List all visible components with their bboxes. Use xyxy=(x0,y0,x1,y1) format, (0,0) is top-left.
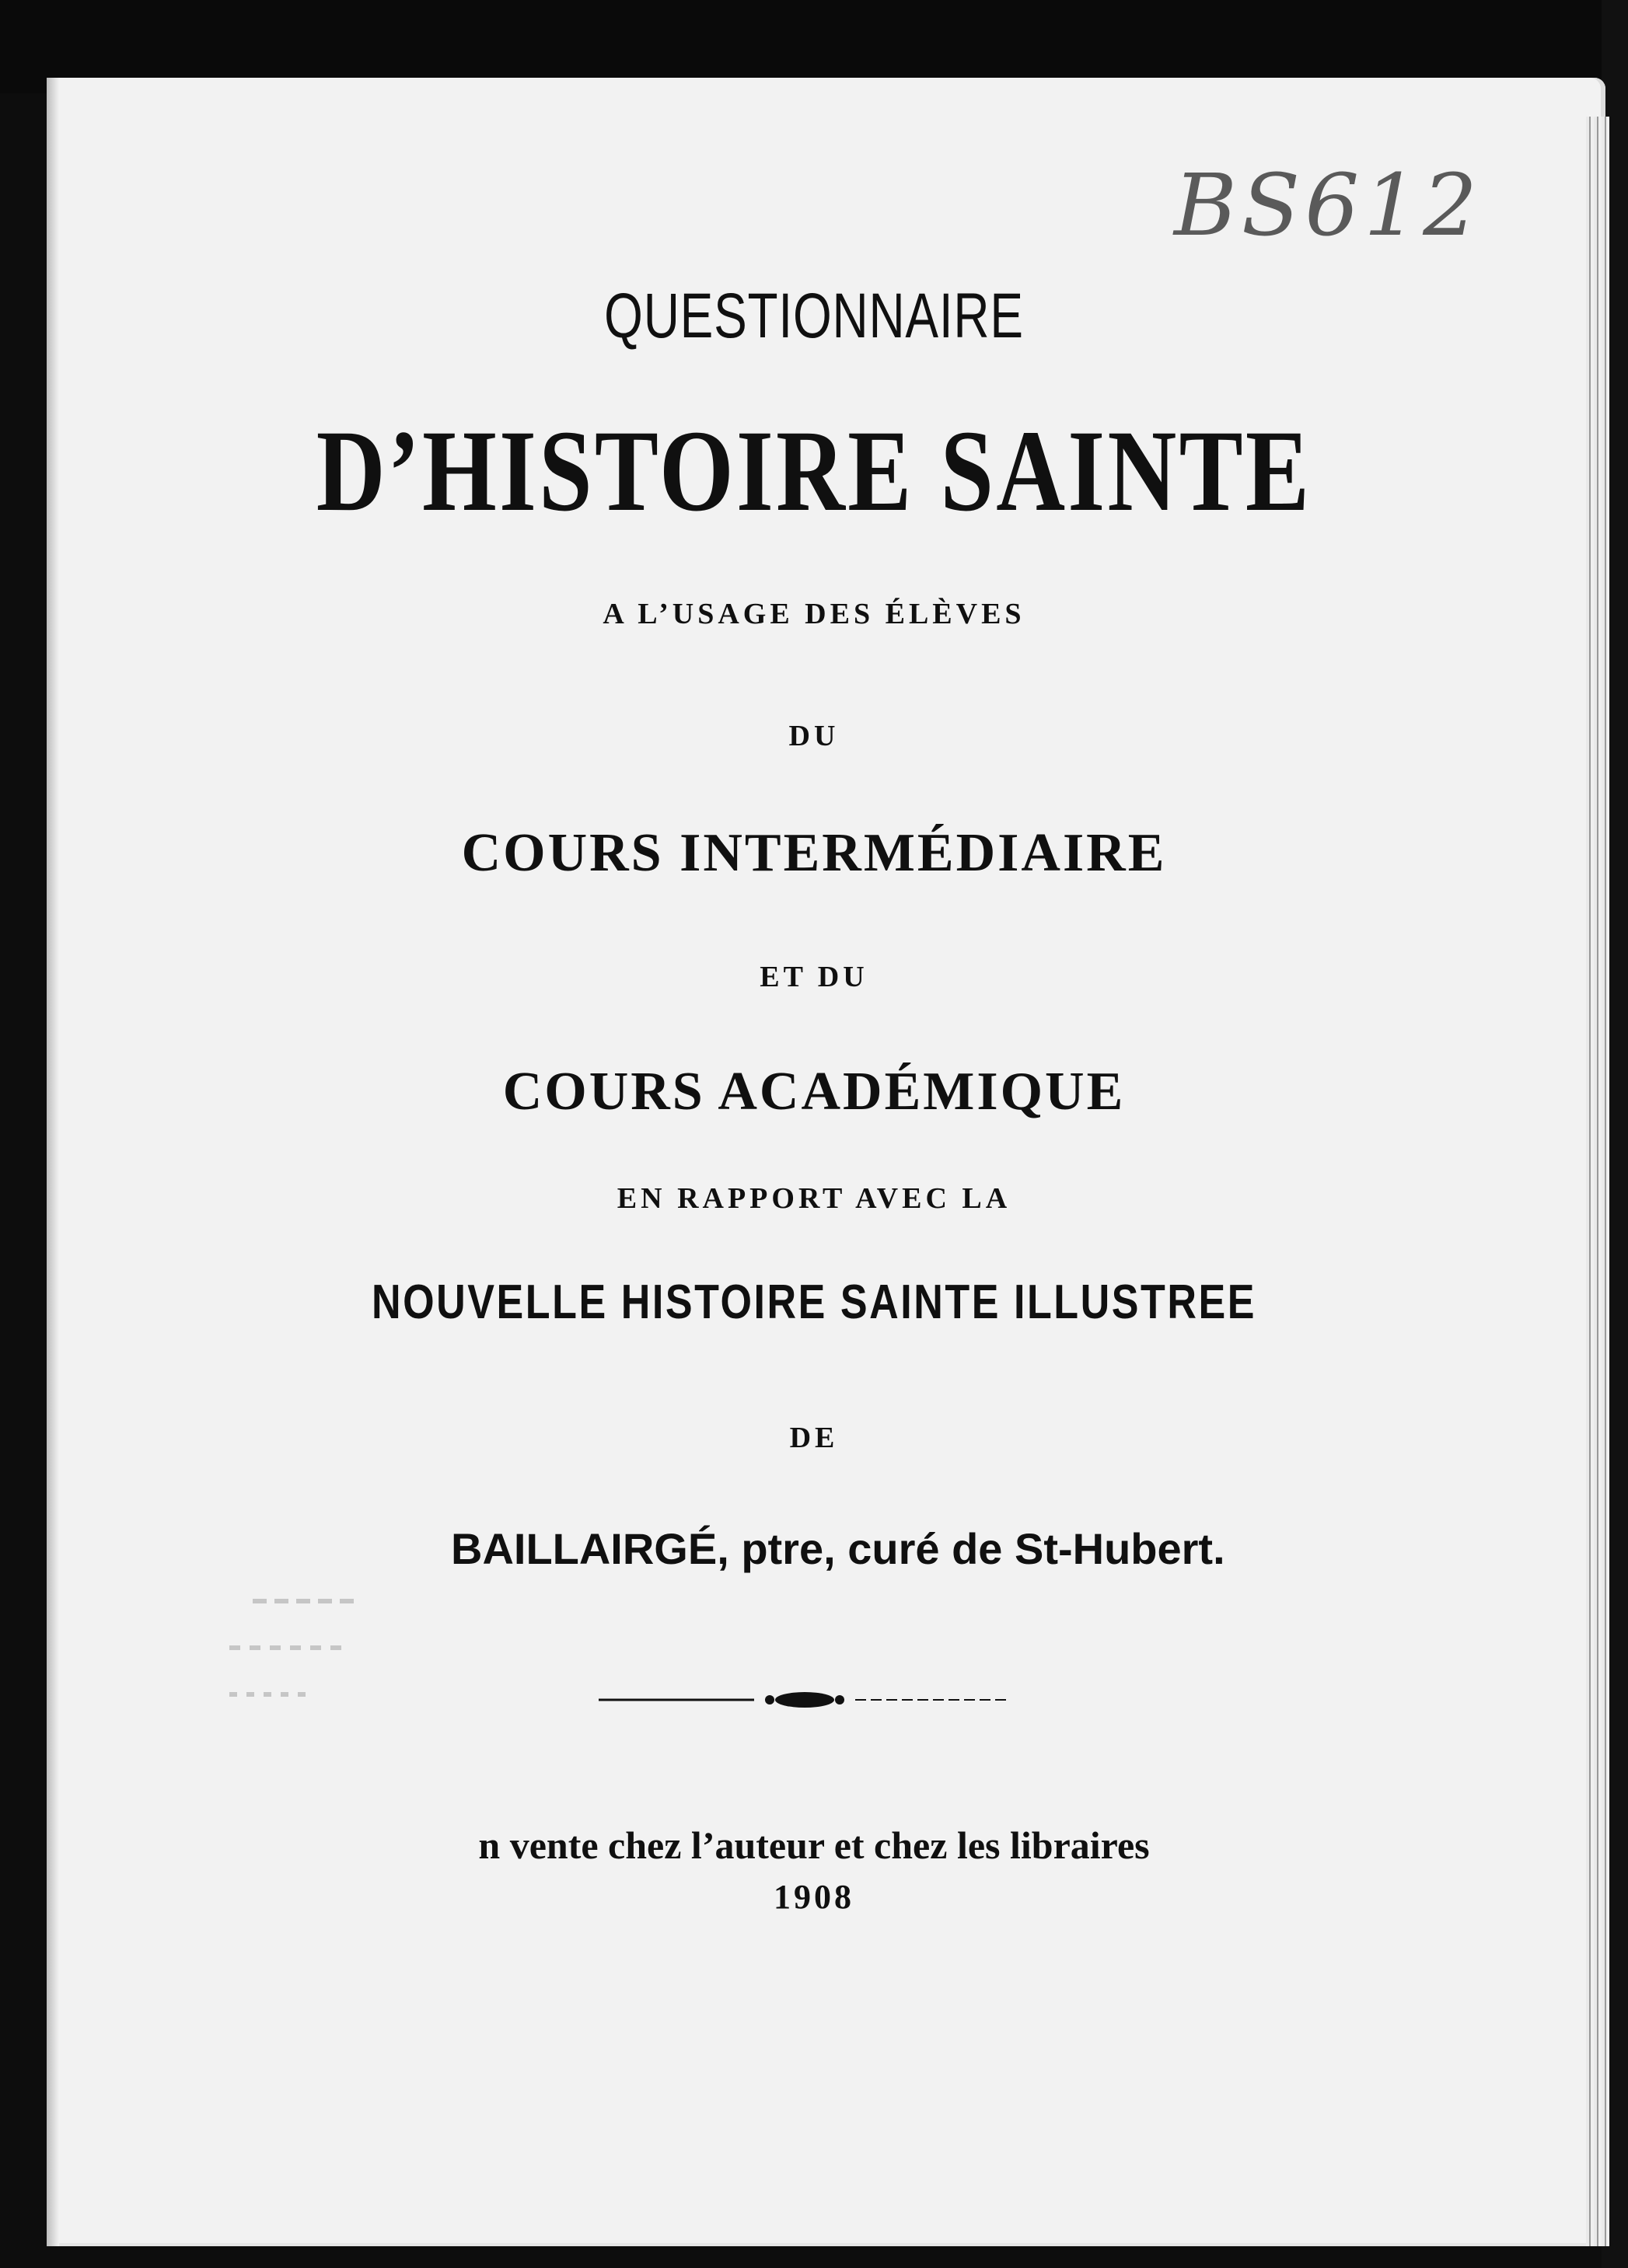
sale-note: n vente chez l’auteur et chez les libraires xyxy=(478,1823,1150,1867)
author-line: BAILLAIRGÉ, ptre, curé de St-Hubert. xyxy=(451,1524,1225,1573)
et-du-line: ET DU xyxy=(760,961,868,993)
main-title: D’HISTOIRE SAINTE xyxy=(316,406,1312,536)
heading-line: QUESTIONNAIRE xyxy=(604,281,1024,351)
course-intermediate: COURS INTERMÉDIAIRE xyxy=(461,823,1167,883)
ornament-divider xyxy=(599,1688,1011,1711)
du-line: DU xyxy=(788,720,840,752)
page-binding-shadow xyxy=(47,78,59,2246)
usage-line: A L’USAGE DES ÉLÈVES xyxy=(603,598,1025,630)
course-academic: COURS ACADÉMIQUE xyxy=(502,1062,1126,1122)
faded-library-stamp xyxy=(222,1570,377,1725)
handwritten-shelfmark: BS612 xyxy=(1174,155,1483,255)
rapport-line: EN RAPPORT AVEC LA xyxy=(617,1182,1011,1215)
reference-book-title: NOUVELLE HISTOIRE SAINTE ILLUSTREE xyxy=(372,1275,1256,1329)
publication-year: 1908 xyxy=(774,1878,854,1916)
title-page xyxy=(47,78,1605,2246)
de-line: DE xyxy=(789,1422,839,1454)
